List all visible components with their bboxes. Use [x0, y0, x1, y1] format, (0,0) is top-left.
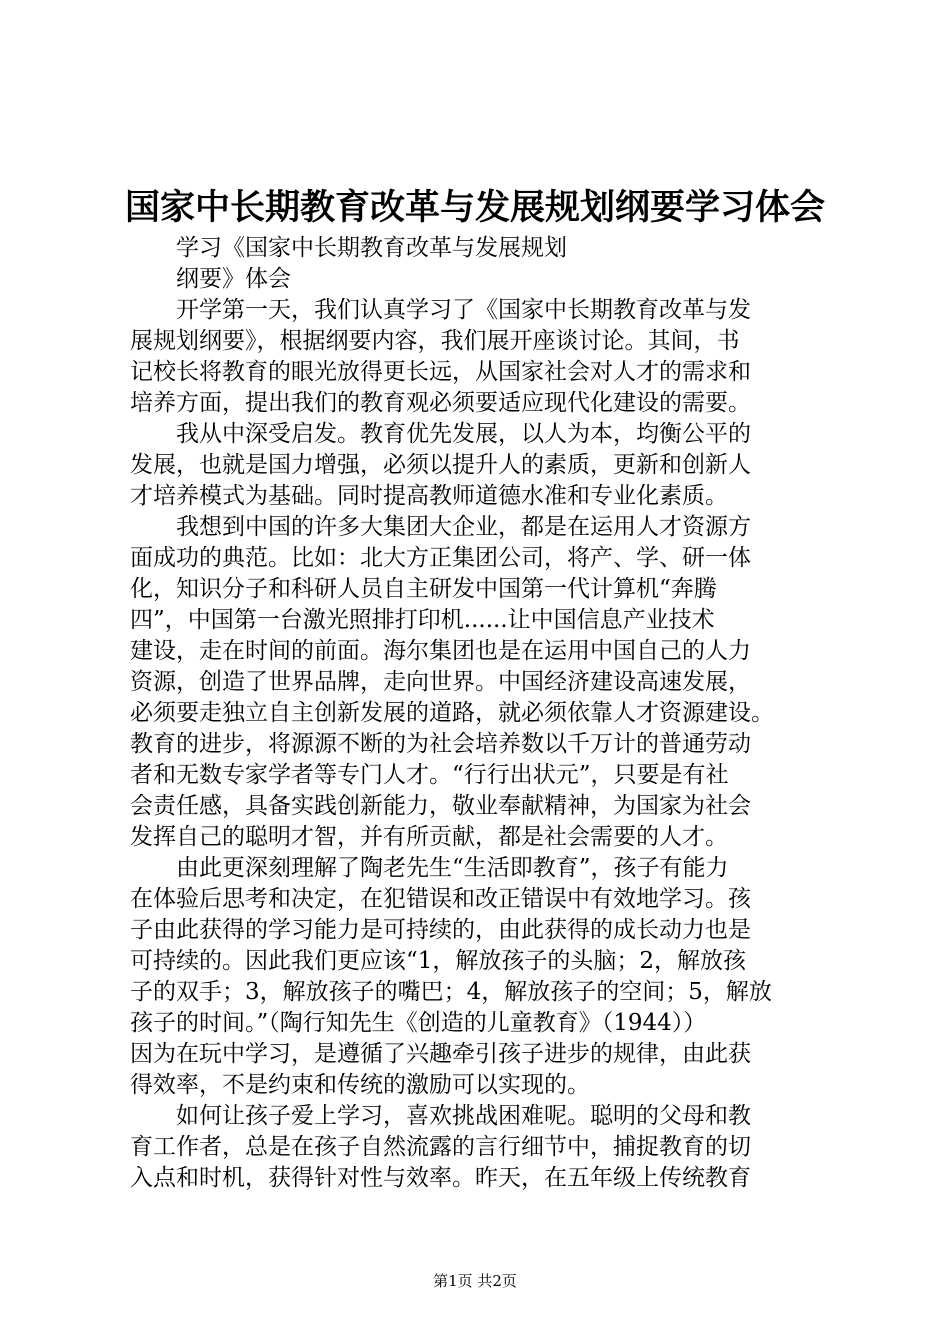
- body-line: 面成功的典范。比如：北大方正集团公司，将产、学、研一体: [130, 545, 751, 571]
- document-body: [130, 233, 830, 1194]
- body-line: 教育的进步，将源源不断的为社会培养数以千万计的普通劳动: [130, 731, 751, 757]
- body-line: 展规划纲要》，根据纲要内容，我们展开座谈讨论。其间，书: [130, 328, 740, 354]
- body-line: 我从中深受启发。教育优先发展，以人为本，均衡公平的: [130, 421, 751, 447]
- body-line: 如何让孩子爱上学习，喜欢挑战困难呢。聪明的父母和教: [130, 1103, 751, 1129]
- body-line: 学习《国家中长期教育改革与发展规划: [130, 235, 567, 261]
- body-line: 发挥自己的聪明才智，并有所贡献，都是社会需要的人才。: [130, 824, 728, 850]
- body-line: 化，知识分子和科研人员自主研发中国第一代计算机“奔腾: [130, 576, 717, 602]
- body-line: 得效率，不是约束和传统的激励可以实现的。: [130, 1072, 590, 1098]
- body-line: 才培养模式为基础。同时提高教师道德水准和专业化素质。: [130, 483, 728, 509]
- page-number-footer: 第1页 共2页: [433, 1272, 517, 1290]
- body-line: 由此更深刻理解了陶老先生“生活即教育”，孩子有能力: [130, 855, 729, 881]
- body-line: 培养方面，提出我们的教育观必须要适应现代化建设的需要。: [130, 390, 751, 416]
- body-line: 可持续的。因此我们更应该“1，解放孩子的头脑；2，解放孩: [130, 948, 747, 974]
- body-line: 在体验后思考和决定，在犯错误和改正错误中有效地学习。孩: [130, 886, 751, 912]
- body-line: 子的双手；3，解放孩子的嘴巴；4，解放孩子的空间；5，解放: [130, 979, 772, 1005]
- body-line: 我想到中国的许多大集团大企业，都是在运用人才资源方: [130, 514, 751, 540]
- body-line: 者和无数专家学者等专门人才。“行行出状元”，只要是有社: [130, 762, 729, 788]
- body-line: 开学第一天，我们认真学习了《国家中长期教育改革与发: [130, 297, 751, 323]
- body-line: 四”，中国第一台激光照排打印机......让中国信息产业技术: [130, 607, 715, 633]
- body-line: 会责任感，具备实践创新能力，敬业奉献精神，为国家为社会: [130, 793, 751, 819]
- body-line: 发展，也就是国力增强，必须以提升人的素质，更新和创新人: [130, 452, 751, 478]
- body-line: 孩子的时间。”（陶行知先生《创造的儿童教育》（1944））: [130, 1010, 707, 1036]
- body-line: 因为在玩中学习，是遵循了兴趣牵引孩子进步的规律，由此获: [130, 1041, 751, 1067]
- body-line: 子由此获得的学习能力是可持续的，由此获得的成长动力也是: [130, 917, 751, 943]
- body-line: 资源，创造了世界品牌，走向世界。中国经济建设高速发展，: [130, 669, 751, 695]
- body-line: 纲要》体会: [130, 266, 291, 292]
- document-title: 国家中长期教育改革与发展规划纲要学习体会: [124, 187, 825, 228]
- body-line: 入点和时机，获得针对性与效率。昨天，在五年级上传统教育: [130, 1165, 751, 1191]
- body-line: 育工作者，总是在孩子自然流露的言行细节中，捕捉教育的切: [130, 1134, 751, 1160]
- body-line: 记校长将教育的眼光放得更长远，从国家社会对人才的需求和: [130, 359, 751, 385]
- body-line: 必须要走独立自主创新发展的道路，就必须依靠人才资源建设。: [130, 700, 774, 726]
- body-line: 建设，走在时间的前面。海尔集团也是在运用中国自己的人力: [130, 638, 751, 664]
